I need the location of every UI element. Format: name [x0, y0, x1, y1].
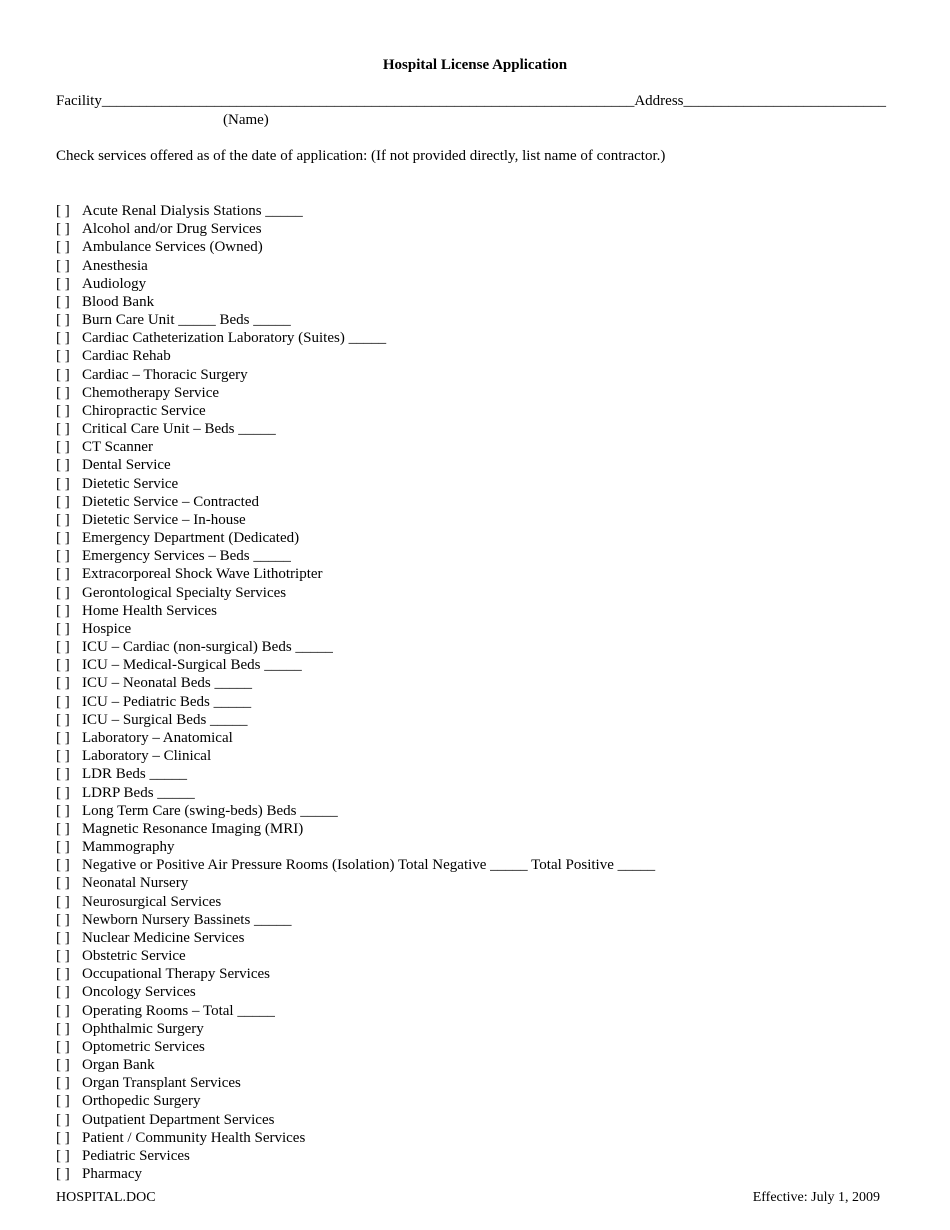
service-item [56, 202, 655, 220]
service-checkbox[interactable]: [ ] [56, 312, 70, 329]
service-label: Laboratory – Clinical [82, 748, 212, 765]
service-label: Organ Bank [82, 1057, 155, 1074]
service-item [56, 947, 655, 965]
service-item [56, 784, 655, 802]
service-checkbox[interactable]: [ ] [56, 493, 70, 510]
service-item [56, 856, 655, 874]
service-checkbox[interactable]: [ ] [56, 839, 70, 856]
service-item [56, 820, 655, 838]
service-label: Outpatient Department Services [82, 1111, 275, 1128]
service-item [56, 929, 655, 947]
service-checkbox[interactable]: [ ] [56, 475, 70, 492]
service-checkbox[interactable]: [ ] [56, 729, 70, 746]
service-checkbox[interactable]: [ ] [56, 511, 70, 528]
service-item [56, 456, 655, 474]
service-item [56, 1147, 655, 1165]
service-checkbox[interactable]: [ ] [56, 1020, 70, 1037]
service-label: Ambulance Services (Owned) [82, 239, 263, 256]
service-label: Neurosurgical Services [82, 893, 222, 910]
service-label: Operating Rooms – Total _____ [82, 1002, 275, 1019]
service-checkbox[interactable]: [ ] [56, 1147, 70, 1164]
service-label: Dental Service [82, 457, 171, 474]
service-item [56, 874, 655, 892]
service-label: Mammography [82, 839, 175, 856]
service-checkbox[interactable]: [ ] [56, 548, 70, 565]
service-item [56, 1056, 655, 1074]
service-checkbox[interactable]: [ ] [56, 784, 70, 801]
service-checkbox[interactable]: [ ] [56, 820, 70, 837]
service-item [56, 1111, 655, 1129]
service-item [56, 711, 655, 729]
service-item [56, 547, 655, 565]
services-list [56, 202, 655, 1183]
service-checkbox[interactable]: [ ] [56, 402, 70, 419]
service-checkbox[interactable]: [ ] [56, 1111, 70, 1128]
service-item [56, 965, 655, 983]
service-checkbox[interactable]: [ ] [56, 384, 70, 401]
service-label: Magnetic Resonance Imaging (MRI) [82, 820, 304, 837]
service-item [56, 475, 655, 493]
service-checkbox[interactable]: [ ] [56, 566, 70, 583]
service-label: Cardiac Rehab [82, 348, 171, 365]
service-label: LDR Beds _____ [82, 766, 187, 783]
service-item [56, 983, 655, 1001]
service-checkbox[interactable]: [ ] [56, 893, 70, 910]
service-item [56, 1092, 655, 1110]
service-checkbox[interactable]: [ ] [56, 711, 70, 728]
service-checkbox[interactable]: [ ] [56, 984, 70, 1001]
service-item [56, 656, 655, 674]
service-label: Negative or Positive Air Pressure Rooms (Isolation) Total Negative _____ Total Positive _____ [82, 857, 656, 874]
service-item [56, 1002, 655, 1020]
service-label: Chiropractic Service [82, 402, 206, 419]
instructions-text: Check services offered as of the date of application: (If not provided directly, list name of contractor.) [56, 148, 666, 164]
service-item [56, 275, 655, 293]
service-label: Neonatal Nursery [82, 875, 189, 892]
service-label: Acute Renal Dialysis Stations _____ [82, 203, 303, 219]
service-item [56, 1020, 655, 1038]
service-checkbox[interactable]: [ ] [56, 457, 70, 474]
service-label: Pharmacy [82, 1166, 142, 1183]
service-item [56, 329, 655, 347]
service-label: Dietetic Service – In-house [82, 511, 246, 528]
footer-doc-name: HOSPITAL.DOC [56, 1190, 156, 1205]
service-checkbox[interactable]: [ ] [56, 620, 70, 637]
service-checkbox[interactable]: [ ] [56, 348, 70, 365]
service-item [56, 602, 655, 620]
service-label: Obstetric Service [82, 948, 186, 965]
service-checkbox[interactable]: [ ] [56, 602, 70, 619]
service-label: Dietetic Service [82, 475, 179, 492]
service-label: Occupational Therapy Services [82, 966, 270, 983]
service-label: Emergency Services – Beds _____ [82, 548, 291, 565]
service-item [56, 438, 655, 456]
service-checkbox[interactable]: [ ] [56, 1075, 70, 1092]
service-label: Chemotherapy Service [82, 384, 220, 401]
service-checkbox[interactable]: [ ] [56, 203, 70, 219]
service-checkbox[interactable]: [ ] [56, 330, 70, 347]
service-item [56, 1074, 655, 1092]
service-label: Blood Bank [82, 293, 155, 310]
service-label: Optometric Services [82, 1038, 205, 1055]
service-label: Nuclear Medicine Services [82, 929, 245, 946]
service-item [56, 620, 655, 638]
service-checkbox[interactable]: [ ] [56, 875, 70, 892]
service-checkbox[interactable]: [ ] [56, 239, 70, 256]
service-checkbox[interactable]: [ ] [56, 257, 70, 274]
service-label: Pediatric Services [82, 1147, 190, 1164]
service-item [56, 729, 655, 747]
service-checkbox[interactable]: [ ] [56, 929, 70, 946]
service-label: ICU – Neonatal Beds _____ [82, 675, 252, 692]
service-item [56, 420, 655, 438]
service-item [56, 293, 655, 311]
service-item [56, 402, 655, 420]
service-checkbox[interactable]: [ ] [56, 584, 70, 601]
service-checkbox[interactable]: [ ] [56, 948, 70, 965]
service-item [56, 529, 655, 547]
service-label: Audiology [82, 275, 147, 292]
service-item [56, 693, 655, 711]
service-checkbox[interactable]: [ ] [56, 275, 70, 292]
service-checkbox[interactable]: [ ] [56, 293, 70, 310]
service-label: Gerontological Specialty Services [82, 584, 287, 601]
facility-address-field-line[interactable]: Facility_______________________________________________________________________Address___________________________ [56, 93, 886, 109]
service-label: Emergency Department (Dedicated) [82, 530, 300, 547]
service-checkbox[interactable]: [ ] [56, 911, 70, 928]
service-label: Organ Transplant Services [82, 1075, 241, 1092]
service-checkbox[interactable]: [ ] [56, 857, 70, 874]
service-checkbox[interactable]: [ ] [56, 1002, 70, 1019]
service-label: Long Term Care (swing-beds) Beds _____ [82, 802, 338, 819]
name-caption: (Name) [223, 112, 269, 128]
service-item [56, 347, 655, 365]
service-label: Ophthalmic Surgery [82, 1020, 204, 1037]
service-checkbox[interactable]: [ ] [56, 639, 70, 656]
page-title: Hospital License Application [382, 57, 568, 73]
service-item [56, 802, 655, 820]
service-item [56, 511, 655, 529]
service-item [56, 220, 655, 238]
service-checkbox[interactable]: [ ] [56, 1129, 70, 1146]
service-label: CT Scanner [82, 439, 153, 456]
service-item [56, 565, 655, 583]
service-label: Burn Care Unit _____ Beds _____ [82, 312, 291, 329]
service-label: ICU – Surgical Beds _____ [82, 711, 248, 728]
service-label: Newborn Nursery Bassinets _____ [82, 911, 292, 928]
service-checkbox[interactable]: [ ] [56, 766, 70, 783]
service-label: Home Health Services [82, 602, 217, 619]
service-item [56, 257, 655, 275]
service-checkbox[interactable]: [ ] [56, 1038, 70, 1055]
service-label: LDRP Beds _____ [82, 784, 195, 801]
service-label: Oncology Services [82, 984, 196, 1001]
service-label: Orthopedic Surgery [82, 1093, 201, 1110]
service-checkbox[interactable]: [ ] [56, 675, 70, 692]
service-label: Laboratory – Anatomical [82, 729, 233, 746]
service-item [56, 311, 655, 329]
service-checkbox[interactable]: [ ] [56, 439, 70, 456]
service-label: Anesthesia [82, 257, 148, 274]
service-checkbox[interactable]: [ ] [56, 802, 70, 819]
service-item [56, 674, 655, 692]
service-item [56, 366, 655, 384]
service-item [56, 584, 655, 602]
service-label: Critical Care Unit – Beds _____ [82, 421, 276, 438]
service-label: Alcohol and/or Drug Services [82, 221, 262, 238]
service-item [56, 638, 655, 656]
service-item [56, 765, 655, 783]
service-checkbox[interactable]: [ ] [56, 366, 70, 383]
service-label: Extracorporeal Shock Wave Lithotripter [82, 566, 323, 583]
service-checkbox[interactable]: [ ] [56, 1166, 70, 1183]
service-item [56, 838, 655, 856]
service-label: Cardiac – Thoracic Surgery [82, 366, 248, 383]
service-checkbox[interactable]: [ ] [56, 966, 70, 983]
service-checkbox[interactable]: [ ] [56, 530, 70, 547]
service-item [56, 1038, 655, 1056]
service-item [56, 384, 655, 402]
service-checkbox[interactable]: [ ] [56, 748, 70, 765]
service-label: ICU – Medical-Surgical Beds _____ [82, 657, 302, 674]
service-checkbox[interactable]: [ ] [56, 221, 70, 238]
service-label: ICU – Pediatric Beds _____ [82, 693, 252, 710]
service-checkbox[interactable]: [ ] [56, 693, 70, 710]
service-item [56, 1165, 655, 1183]
service-label: Patient / Community Health Services [82, 1129, 306, 1146]
footer-effective-date: Effective: July 1, 2009 [752, 1190, 880, 1205]
service-checkbox[interactable]: [ ] [56, 421, 70, 438]
service-item [56, 747, 655, 765]
service-item [56, 493, 655, 511]
service-checkbox[interactable]: [ ] [56, 1057, 70, 1074]
service-item [56, 1129, 655, 1147]
service-checkbox[interactable]: [ ] [56, 657, 70, 674]
service-label: Dietetic Service – Contracted [82, 493, 260, 510]
service-item [56, 238, 655, 256]
service-item [56, 911, 655, 929]
service-label: Cardiac Catheterization Laboratory (Suites) _____ [82, 330, 387, 347]
service-item [56, 893, 655, 911]
service-checkbox[interactable]: [ ] [56, 1093, 70, 1110]
service-label: Hospice [82, 620, 132, 637]
service-label: ICU – Cardiac (non-surgical) Beds _____ [82, 639, 333, 656]
